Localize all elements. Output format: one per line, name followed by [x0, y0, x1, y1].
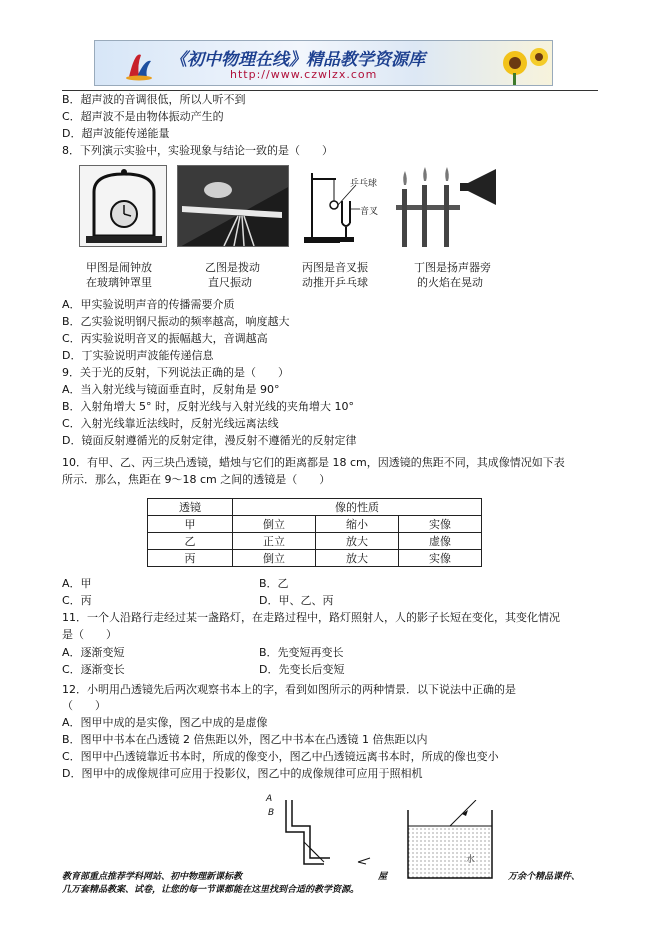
banner-url[interactable]: http://www.czwlzx.com [230, 68, 378, 81]
table-cell: 实像 [399, 550, 482, 567]
step-reflection-figure [258, 792, 388, 878]
header-rule [62, 90, 598, 91]
tuning-fork-label: 音叉 [360, 207, 379, 217]
footer-line-1b: 屋 [378, 872, 388, 882]
table-row [148, 516, 482, 533]
caption-bing-2: 动推开乒乓球 [302, 276, 368, 289]
table-cell: 倒立 [233, 516, 316, 533]
q11-stem-2: 是（ ） [62, 628, 117, 641]
sunflower-icon [493, 43, 551, 85]
q11-option-b: B．先变短再变长 [259, 646, 344, 659]
label-b: B [268, 808, 275, 818]
caption-jia-1: 甲图是闹钟放 [86, 261, 152, 274]
q12-option-c: C．图甲中凸透镜靠近书本时，所成的像变小，图乙中凸透镜远离书本时，所成的像也变小 [62, 750, 499, 763]
table-header-row [148, 499, 482, 516]
table-header-lens: 透镜 [148, 499, 233, 516]
q12-option-d: D．图甲中的成像规律可应用于投影仪，图乙中的成像规律可应用于照相机 [62, 767, 423, 780]
footer-line-1a: 教育部重点推荐学科网站、初中物理新课标教 [62, 872, 243, 882]
q9-option-c: C．入射光线靠近法线时，反射光线远离法线 [62, 417, 279, 430]
q9-stem: 9．关于光的反射，下列说法正确的是（ ） [62, 366, 289, 379]
q10-option-d: D．甲、乙、丙 [259, 594, 334, 607]
q7-option-d: D．超声波能传递能量 [62, 127, 170, 140]
header-banner [94, 40, 553, 86]
q12-stem-1: 12．小明用凸透镜先后两次观察书本上的字，看到如图所示的两种情景．以下说法中正确的是 [62, 683, 516, 696]
q8-stem: 8．下列演示实验中，实验现象与结论一致的是（ ） [62, 144, 333, 157]
table-cell: 甲 [148, 516, 233, 533]
caption-ding-2: 的火焰在晃动 [417, 276, 483, 289]
q8-option-a: A．甲实验说明声音的传播需要介质 [62, 298, 235, 311]
ruler-figure [177, 165, 289, 247]
table-cell: 放大 [316, 550, 399, 567]
logo-icon [125, 47, 153, 81]
q12-stem-2: （ ） [62, 699, 106, 712]
table-row [148, 533, 482, 550]
caption-jia-2: 在玻璃钟罩里 [86, 276, 152, 289]
water-tank-figure [404, 800, 496, 882]
lens-properties-table [147, 498, 482, 567]
q12-option-a: A．图甲中成的是实像，图乙中成的是虚像 [62, 716, 268, 729]
pingpong-label: 乒乓球 [350, 179, 378, 189]
q8-option-d: D．丁实验说明声波能传递信息 [62, 349, 214, 362]
q10-option-b: B．乙 [259, 577, 289, 590]
table-cell: 乙 [148, 533, 233, 550]
table-cell: 虚像 [399, 533, 482, 550]
q10-option-c: C．丙 [62, 594, 92, 607]
caption-yi-1: 乙图是拨动 [205, 261, 260, 274]
banner-title: 《初中物理在线》精品教学资源库 [170, 50, 425, 70]
table-cell: 缩小 [316, 516, 399, 533]
svg-text:水: 水 [466, 855, 476, 865]
q10-stem-2: 所示．那么，焦距在 9～18 cm 之间的透镜是（ ） [62, 473, 331, 486]
q10-stem-1: 10．有甲、乙、丙三块凸透镜，蜡烛与它们的距离都是 18 cm，因透镜的焦距不同，其成像情况如下表 [62, 456, 565, 469]
q11-option-a: A．逐渐变短 [62, 646, 125, 659]
q8-option-c: C．丙实验说明音叉的振幅越大，音调越高 [62, 332, 268, 345]
q11-option-c: C．逐渐变长 [62, 663, 125, 676]
table-row [148, 550, 482, 567]
label-a: A [266, 794, 273, 804]
table-header-properties: 像的性质 [233, 499, 482, 516]
q7-option-b: B．超声波的音调很低，所以人听不到 [62, 93, 246, 106]
table-cell: 放大 [316, 533, 399, 550]
q8-option-b: B．乙实验说明钢尺振动的频率越高，响度越大 [62, 315, 290, 328]
footer-line-1c: 万余个精品课件、 [508, 872, 581, 882]
q10-option-a: A．甲 [62, 577, 92, 590]
q9-option-b: B．入射角增大 5° 时，反射光线与入射光线的夹角增大 10° [62, 400, 355, 413]
table-cell: 倒立 [233, 550, 316, 567]
q9-option-d: D．镜面反射遵循光的反射定律，漫反射不遵循光的反射定律 [62, 434, 357, 447]
speaker-flame-figure [396, 165, 500, 247]
q7-option-c: C．超声波不是由物体振动产生的 [62, 110, 224, 123]
table-cell: 正立 [233, 533, 316, 550]
table-cell: 实像 [399, 516, 482, 533]
bell-jar-figure [79, 165, 167, 247]
table-cell: 丙 [148, 550, 233, 567]
caption-yi-2: 直尺振动 [208, 276, 252, 289]
caption-bing-1: 丙图是音叉振 [302, 261, 368, 274]
footer-line-2: 几万套精品教案、试卷，让您的每一节课都能在这里找到合适的教学资源。 [62, 885, 360, 895]
caption-ding-1: 丁图是扬声器旁 [414, 261, 491, 274]
q11-stem-1: 11．一个人沿路行走经过某一盏路灯，在走路过程中，路灯照射人，人的影子长短在变化，其变化情况 [62, 611, 560, 624]
q9-option-a: A．当入射光线与镜面垂直时，反射角是 90° [62, 383, 280, 396]
q12-option-b: B．图甲中书本在凸透镜 2 倍焦距以外，图乙中书本在凸透镜 1 倍焦距以内 [62, 733, 428, 746]
tuning-fork-figure [302, 165, 388, 247]
q11-option-d: D．先变长后变短 [259, 663, 345, 676]
